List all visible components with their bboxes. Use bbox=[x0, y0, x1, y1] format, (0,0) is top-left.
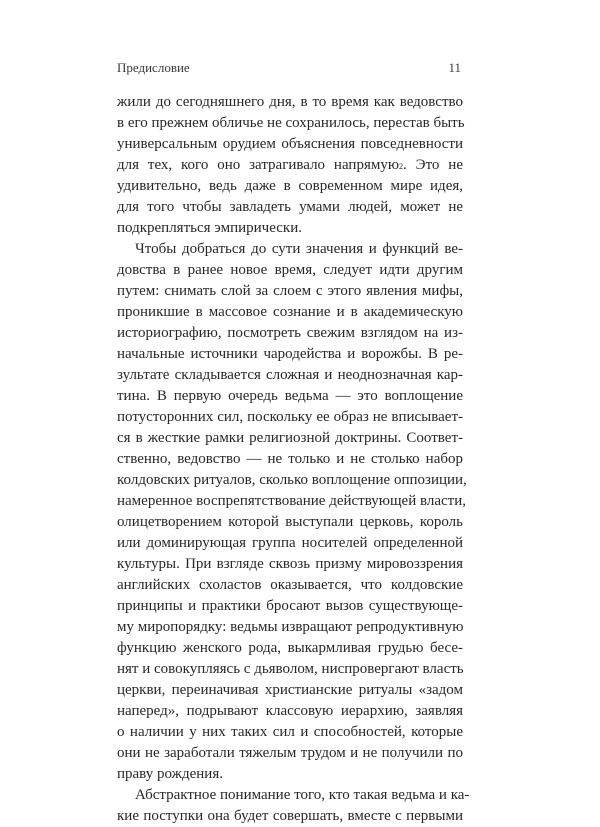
text-line: намеренное воспрепятствование действующей власти, bbox=[117, 493, 467, 509]
text-line: потусторонних сил, поскольку ее образ не вписывает- bbox=[117, 409, 463, 425]
text-line: историографию, посмотреть свежим взглядом на из- bbox=[117, 325, 463, 341]
text-line: ся в жесткие рамки религиозной доктрины. Соответ- bbox=[117, 430, 463, 446]
text-line-with-footnote bbox=[117, 155, 463, 176]
text-line: праву рождения. bbox=[117, 766, 223, 782]
text-line: начальные источники чародейства и ворожбы. В ре- bbox=[117, 346, 463, 362]
text-line: в его прежнем обличье не сохранилось, перестав быть bbox=[117, 115, 465, 131]
text-line: кие поступки она будет совершать, вместе с первыми bbox=[117, 808, 463, 824]
text-line: олицетворением которой выступали церковь, король bbox=[117, 514, 463, 530]
text-line: универсальным орудием объяснения повседневности bbox=[117, 136, 463, 152]
text-line: или доминирующая группа носителей определенной bbox=[117, 535, 463, 551]
text-line: о наличии у них таких сил и способностей, которые bbox=[117, 724, 463, 740]
text-line: подкрепляться эмпирически. bbox=[117, 220, 302, 236]
text-line: зультате складывается сложная и неоднозначная кар- bbox=[117, 367, 463, 383]
text-line: церкви, переиначивая христианские ритуалы «задом bbox=[117, 682, 463, 698]
section-title: Предисловие bbox=[117, 60, 190, 75]
text-line: нят и совокупляясь с дьяволом, ниспровергают власть bbox=[117, 661, 464, 677]
text-line: наперед», подрывают классовую иерархию, заявляя bbox=[117, 703, 463, 719]
text-line: удивительно, ведь даже в современном мире идея, bbox=[117, 178, 463, 194]
body-text bbox=[117, 92, 470, 827]
paragraph-start: Чтобы добраться до сути значения и функций ве- bbox=[135, 241, 463, 257]
page-number: 11 bbox=[448, 60, 461, 75]
text-line: путем: снимать слой за слоем с этого явления мифы, bbox=[117, 283, 463, 299]
text-line: колдовских ритуалов, сколько воплощение оппозиции, bbox=[117, 472, 467, 488]
text-line: проникшие в массовое сознание и в академическую bbox=[117, 304, 463, 320]
paragraph-start: Абстрактное понимание того, кто такая ведьма и ка- bbox=[135, 787, 470, 803]
text-line-part: . Это не bbox=[403, 157, 463, 173]
text-line: принципы и практики бросают вызов существующе- bbox=[117, 598, 463, 614]
text-line: ственно, ведовство — не только и не столько набор bbox=[117, 451, 463, 467]
text-line: английских схоластов оказывается, что колдовские bbox=[117, 577, 463, 593]
text-line: довства в ранее новое время, следует идти другим bbox=[117, 262, 463, 278]
text-line: му миропорядку: ведьмы извращают репродуктивную bbox=[117, 619, 464, 635]
text-line: функцию женского рода, выкармливая грудью бесе- bbox=[117, 640, 463, 656]
text-line: жили до сегодняшнего дня, в то время как ведовство bbox=[117, 94, 463, 110]
text-line: они не заработали тяжелым трудом и не получили по bbox=[117, 745, 463, 761]
text-line: культуры. При взгляде сквозь призму мировоззрения bbox=[117, 556, 463, 572]
footnote-marker: 2 bbox=[399, 162, 404, 171]
text-line-part: для тех, кого оно затрагивало напрямую bbox=[117, 157, 400, 173]
text-line: для того чтобы завладеть умами людей, может не bbox=[117, 199, 463, 215]
text-line: тина. В первую очередь ведьма — это воплощение bbox=[117, 388, 463, 404]
